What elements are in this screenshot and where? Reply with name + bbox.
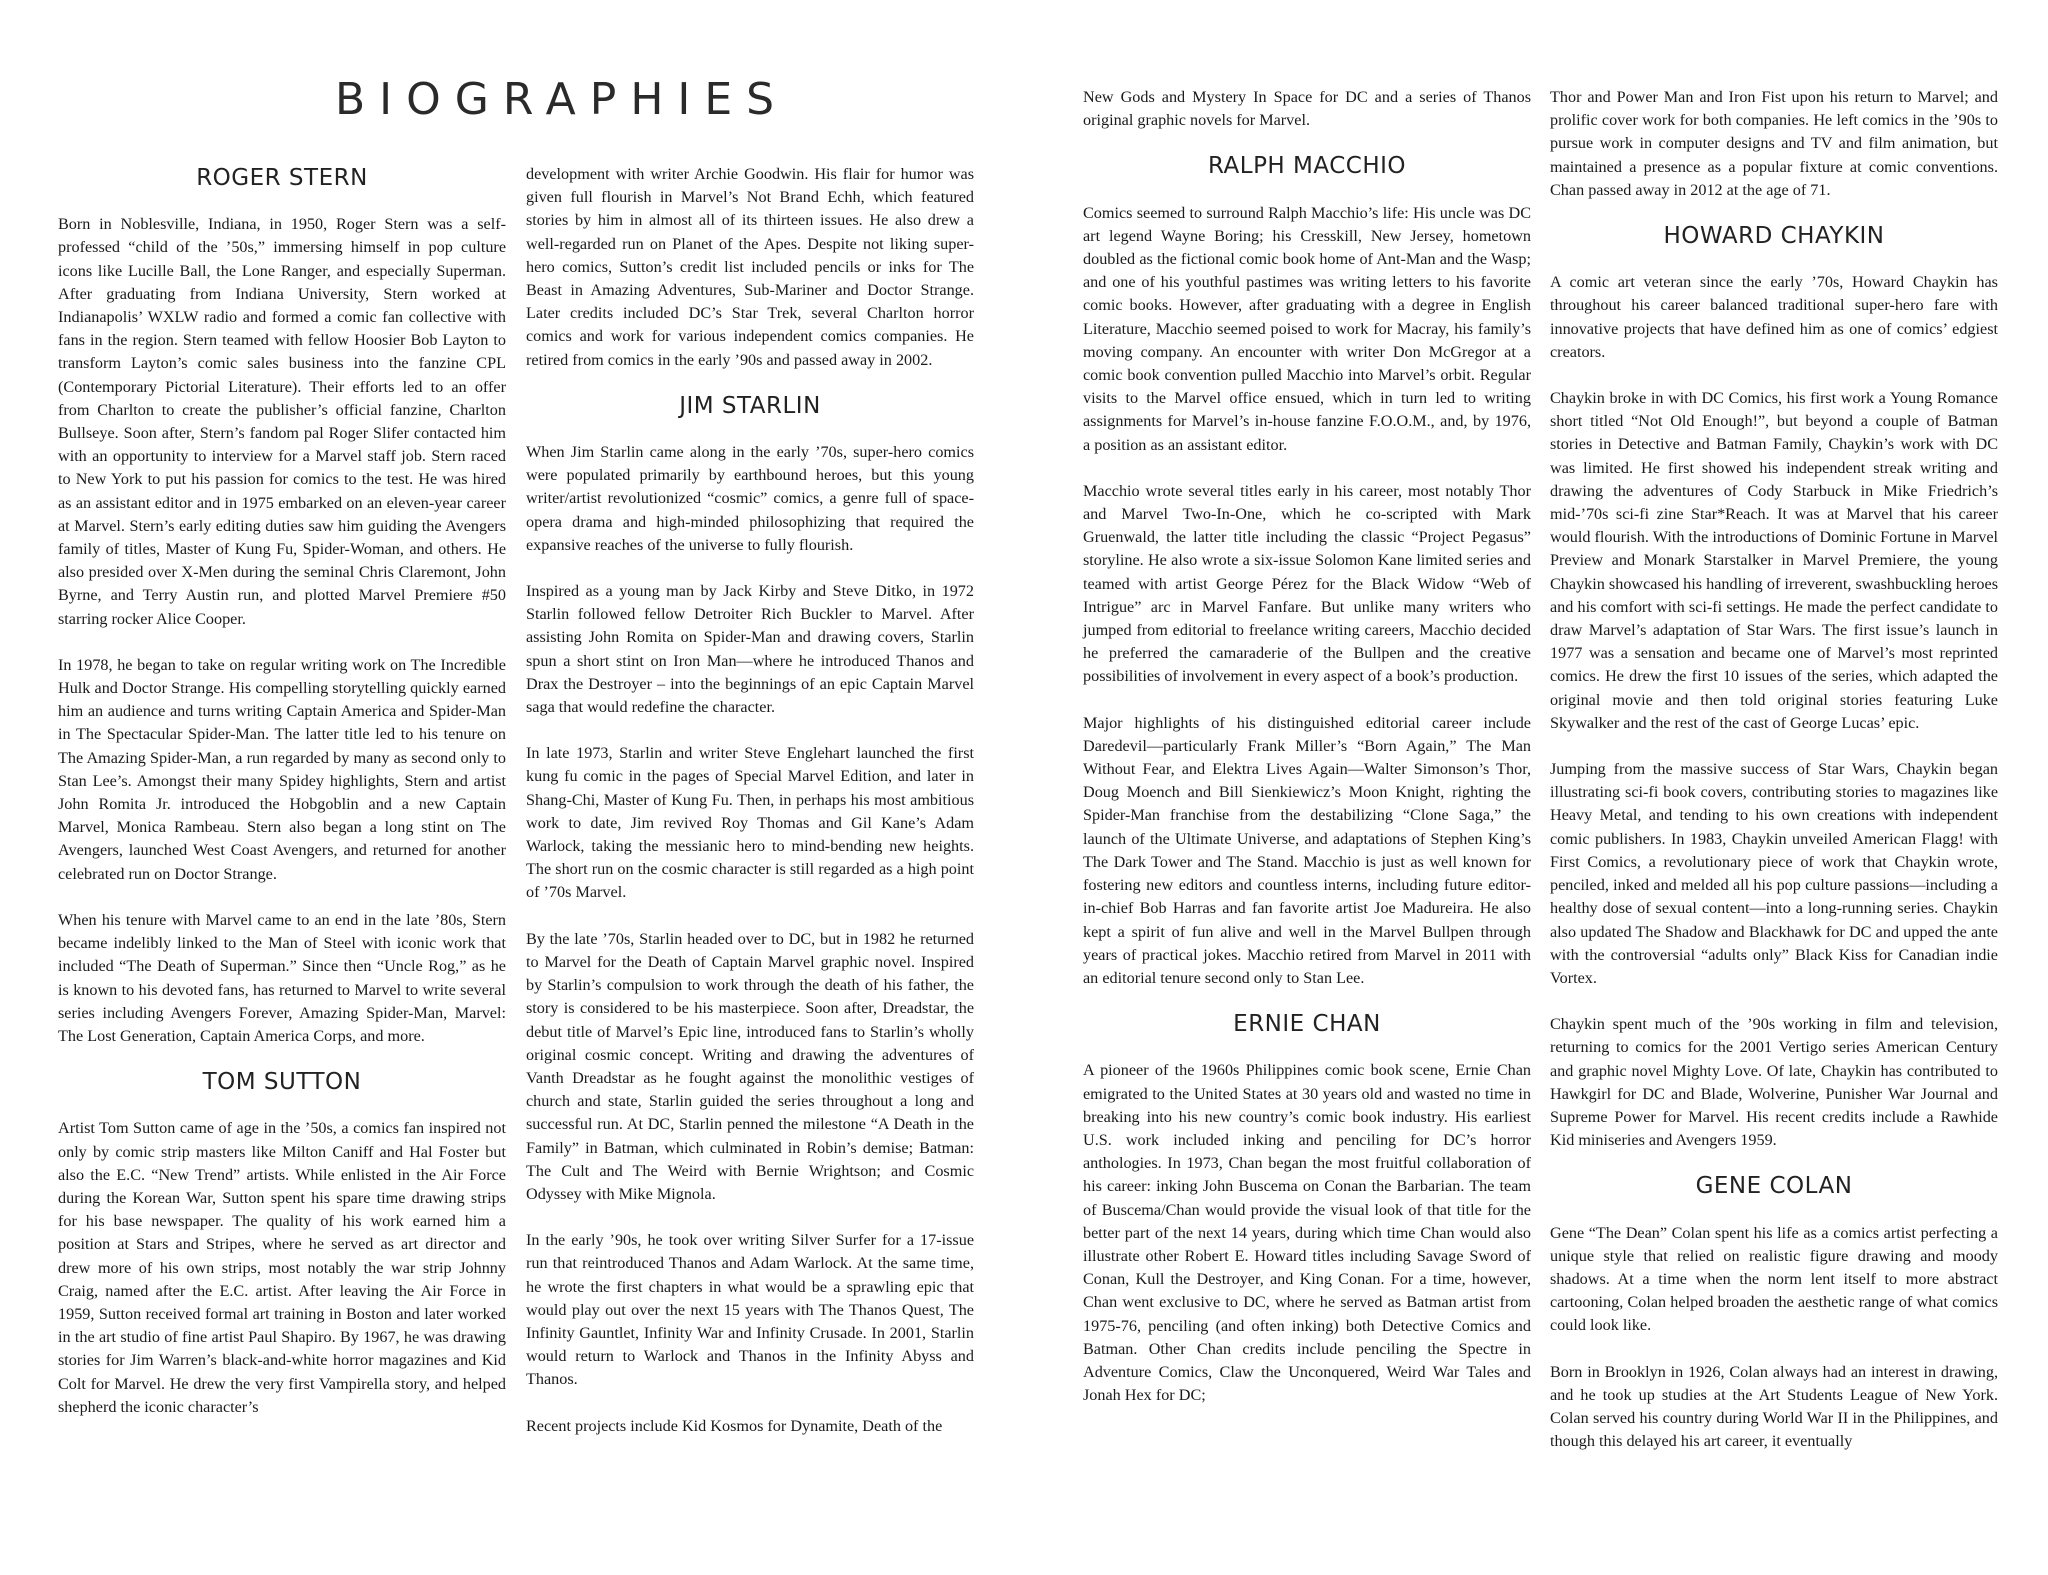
column-1	[58, 163, 506, 1442]
bio-paragraph: Macchio wrote several titles early in his career, most notably Thor and Marvel Two-In-One, which he co-scripted with Mark Gruenwald, the latter title including the classic “Project Pegasus” storyline. He also wrote a six-issue Solomon Kane limited series and teamed with artist George Pérez for the Black Widow “Web of Intrigue” arc in Marvel Fanfare. But unlike many writers who jumped from editorial to freelance writing careers, Macchio decided he preferred the camaraderie of the Bullpen and the creative possibilities of involvement in every aspect of a book’s production.	[1083, 481, 1531, 686]
bio-paragraph: A comic art veteran since the early ’70s, Howard Chaykin has throughout his career balanced traditional super-hero fare with innovative projects that have defined him as one of comics’ edgiest creators.	[1550, 273, 1998, 361]
bio-paragraph: In late 1973, Starlin and writer Steve Englehart launched the first kung fu comic in the pages of Special Marvel Edition, and later in Shang-Chi, Master of Kung Fu. Then, in perhaps his most ambitious work to date, Jim revived Roy Thomas and Gil Kane’s Adam Warlock, taking the messianic hero to mind-bending new heights. The short run on the cosmic character is still regarded as a high point of ’70s Marvel.	[526, 744, 974, 902]
column-3	[1083, 86, 1531, 1430]
bio-paragraph: Gene “The Dean” Colan spent his life as a comics artist perfecting a unique style that relied on realistic figure drawing and moody shadows. At a time when the norm lent itself to more abstract cartooning, Colan helped broaden the aesthetic range of what comics could look like.	[1550, 1223, 1998, 1335]
bio-paragraph: Born in Noblesville, Indiana, in 1950, Roger Stern was a self-professed “child of the ’50s,” immersing himself in pop culture icons like Lucille Ball, the Lone Ranger, and especially Superman. After graduating from Indiana University, Stern worked at Indianapolis’ WXLW radio and formed a comic fan collective with fans in the region. Stern teamed with fellow Hoosier Bob Layton to transform Layton’s comic sales business into the fanzine CPL (Contemporary Pictorial Literature). Their efforts led to an offer from Charlton to create the publisher’s official fanzine, Charlton Bullseye. Soon after, Stern’s fandom pal Roger Slifer contacted him with an opportunity to interview for a Marvel staff job. Stern raced to New York to put his passion for comics to the test. He was hired as an assistant editor and in 1975 embarked on an eleven-year career at Marvel. Stern’s early editing duties saw him guiding the Avengers family of titles, Master of Kung Fu, Spider-Woman, and others. He also presided over X-Men during the seminal Chris Claremont, John Byrne, and Terry Austin run, and plotted Marvel Premiere #50 starring rocker Alice Cooper.	[58, 215, 506, 628]
bio-paragraph: Inspired as a young man by Jack Kirby and Steve Ditko, in 1972 Starlin followed fellow Detroiter Rich Buckler to Marvel. After assisting John Romita on Spider-Man and drawing covers, Starlin spun a short stint on Iron Man—where he introduced Thanos and Drax the Destroyer – into the beginnings of an epic Captain Marvel saga that would redefine the character.	[526, 582, 974, 717]
bio-heading: RALPH MACCHIO	[1207, 153, 1407, 180]
page-title: BIOGRAPHIES	[335, 74, 789, 125]
bio-paragraph: Thor and Power Man and Iron Fist upon his return to Marvel; and prolific cover work for both companies. He left comics in the ’90s to pursue work in computer designs and TV and film animation, but maintained a presence as a popular fixture at comic conventions. Chan passed away in 2012 at the age of 71.	[1550, 88, 1998, 199]
column-2	[526, 163, 974, 1461]
bio-paragraph: When Jim Starlin came along in the early ’70s, super-hero comics were populated primarily by earthbound heroes, but this young writer/artist revolutionized “cosmic” comics, a genre full of space-opera drama and high-minded philosophizing that required the expansive reaches of the universe to fully flourish.	[526, 443, 974, 554]
bio-paragraph: Major highlights of his distinguished editorial career include Daredevil—particularly Frank Miller’s “Born Again,” The Man Without Fear, and Elektra Lives Again—Walter Simonson’s Thor, Doug Moench and Bill Sienkiewicz’s Moon Knight, righting the Spider-Man franchise from the destabilizing “Clone Saga,” the launch of the Ultimate Universe, and adaptations of Stephen King’s The Dark Tower and The Stand. Macchio is just as well known for fostering new editors and countless interns, including future editor-in-chief Bob Harras and fan favorite artist Joe Madureira. He also kept a spirit of fun alive and well in the Marvel Bullpen through years of practical jokes. Macchio retired from Marvel in 2011 with an editorial tenure second only to Stan Lee.	[1083, 713, 1531, 987]
bio-paragraph: Chaykin spent much of the ’90s working in film and television, returning to comics for the 2001 Vertigo series American Century and graphic novel Mighty Love. Of late, Chaykin has contributed to Hawkgirl for DC and Blade, Wolverine, Punisher War Journal and Supreme Power for Marvel. His recent credits include a Rawhide Kid miniseries and Avengers 1959.	[1550, 1015, 1998, 1150]
bio-paragraph: When his tenure with Marvel came to an end in the late ’80s, Stern became indelibly linked to the Man of Steel with iconic work that included “The Death of Superman.” Since then “Uncle Rog,” as he is known to his devoted fans, has returned to Marvel to write several series including Avengers Forever, Amazing Spider-Man, Marvel: The Lost Generation, Captain America Corps, and more.	[58, 910, 506, 1045]
bio-paragraph: In 1978, he began to take on regular writing work on The Incredible Hulk and Doctor Strange. His compelling storytelling quickly earned him an audience and turns writing Captain America and Spider-Man in The Spectacular Spider-Man. The latter title led to his tenure on The Amazing Spider-Man, a run regarded by many as second only to Stan Lee’s. Amongst their many Spidey highlights, Stern and artist John Romita Jr. introduced the Hobgoblin and a new Captain Marvel, Monica Rambeau. Stern also began a long stint on The Avengers, launched West Coast Avengers, and returned for another celebrated run on Doctor Strange.	[58, 655, 506, 883]
bio-paragraph: Artist Tom Sutton came of age in the ’50s, a comics fan inspired not only by comic strip masters like Milton Caniff and Hal Foster but also the E.C. “New Trend” artists. While enlisted in the Air Force during the Korean War, Sutton spent his spare time drawing strips for his base newspaper. The quality of his work earned him a position at Stars and Stripes, where he served as art director and drew more of his own strips, most notably the war strip Johnny Craig, named after the E.C. artist. After leaving the Air Force in 1959, Sutton received formal art training in Boston and later worked in the art studio of fine artist Paul Shapiro. By 1967, he was drawing stories for Jim Warren’s black-and-white horror magazines and Kid Colt for Marvel. He drew the very first Vampirella story, and helped shepherd the iconic character’s	[58, 1119, 506, 1416]
bio-paragraph: Recent projects include Kid Kosmos for Dynamite, Death of the	[526, 1416, 943, 1435]
bio-paragraph: Jumping from the massive success of Star Wars, Chaykin began illustrating sci-fi book covers, contributing stories to magazines like Heavy Metal, and tending to his own creations with independent comic publishers. In 1983, Chaykin unveiled American Flagg! with First Comics, a revolutionary piece of work that Chaykin wrote, penciled, inked and melded all his pop culture passions—including a healthy dose of sexual content—into a long-running series. Chaykin also updated The Shadow and Blackhawk for DC and upped the ante with the controversial “adults only” Black Kiss for Canadian indie Vortex.	[1550, 760, 1998, 987]
bio-paragraph: development with writer Archie Goodwin. His flair for humor was given full flourish in Marvel’s Not Brand Echh, which featured stories by him in almost all of its thirteen issues. He also drew a well-regarded run on Planet of the Apes. Despite not liking super-hero comics, Sutton’s credit list included pencils or inks for The Beast in Amazing Adventures, Sub-Mariner and Doctor Strange. Later credits included DC’s Star Trek, several Charlton horror comics and work for various independent comics companies. He retired from comics in the early ’90s and passed away in 2002.	[526, 165, 974, 369]
bio-heading: ROGER STERN	[196, 165, 368, 191]
bio-paragraph: A pioneer of the 1960s Philippines comic book scene, Ernie Chan emigrated to the United States at 30 years old and wasted no time in breaking into his new country’s comic book industry. His earliest U.S. work included inking and penciling for DC’s horror anthologies. In 1973, Chan began the most fruitful collaboration of his career: inking John Buscema on Conan the Barbarian. The team of Buscema/Chan would provide the visual look of that title for the better part of the next 14 years, during which time Chan would also illustrate other Robert E. Howard titles including Savage Sword of Conan, Kull the Destroyer, and King Conan. For a time, however, Chan went exclusive to DC, where he served as Batman artist from 1975-76, penciling (and often inking) both Detective Comics and Batman. Other Chan credits include penciling the Spectre in Adventure Comics, Claw the Unconquered, Weird War Tales and Jonah Hex for DC;	[1083, 1061, 1531, 1405]
column-4	[1550, 86, 1998, 1476]
bio-paragraph: By the late ’70s, Starlin headed over to DC, but in 1982 he returned to Marvel for the Death of Captain Marvel graphic novel. Inspired by Starlin’s compulsion to work through the death of his father, the story is considered to be his masterpiece. Soon after, Dreadstar, the debut title of Marvel’s Epic line, introduced fans to Starlin’s wholly original cosmic concept. Writing and drawing the adventures of Vanth Dreadstar as he fought against the monolithic vestiges of church and state, Starlin guided the series throughout a long and successful run. At DC, Starlin penned the milestone “A Death in the Family” in Batman, which culminated in Robin’s demise; Batman: The Cult and The Weird with Bernie Wrightson; and Cosmic Odyssey with Mike Mignola.	[526, 929, 974, 1203]
bio-paragraph: In the early ’90s, he took over writing Silver Surfer for a 17-issue run that reintroduced Thanos and Adam Warlock. At the same time, he wrote the first chapters in what would be a sprawling epic that would play out over the next 15 years with The Thanos Quest, The Infinity Gauntlet, Infinity War and Infinity Crusade. In 2001, Starlin would return to Warlock and Thanos in the Infinity Abyss and Thanos.	[526, 1231, 974, 1389]
bio-heading: ERNIE CHAN	[1233, 1011, 1381, 1038]
bio-paragraph: Chaykin broke in with DC Comics, his first work a Young Romance short titled “Not Old Enough!”, but beyond a couple of Batman stories in Detective and Batman Family, Chaykin’s work with DC was limited. He first showed his independent streak writing and drawing the adventures of Cody Starbuck in Mike Friedrich’s mid-’70s sci-fi zine Star*Reach. It was at Marvel that his career would flourish. With the introductions of Dominic Fortune in Marvel Preview and Monark Starstalker in Marvel Premiere, the young Chaykin showcased his handling of irreverent, swashbuckling heroes and his comfort with sci-fi settings. He made the perfect candidate to draw Marvel’s adaptation of Star Wars. The first issue’s launch in 1977 was a sensation and became one of Marvel’s most reprinted comics. He drew the first 10 issues of the series, which adapted the original movie and then told original stories featuring Luke Skywalker and the rest of the cast of George Lucas’ epic.	[1550, 389, 1998, 732]
bio-heading: TOM SUTTON	[202, 1069, 362, 1096]
bio-heading: JIM STARLIN	[679, 392, 821, 419]
bio-paragraph: Comics seemed to surround Ralph Macchio’s life: His uncle was DC art legend Wayne Boring; his Cresskill, New Jersey, hometown doubled as the fictional comic book home of Ant-Man and the Wasp; and one of his youthful pastimes was writing letters to his favorite comic books. However, after graduating with a degree in English Literature, Macchio seemed poised to work for Macray, his family’s moving company. An encounter with writer Don McGregor at a comic book convention pulled Macchio into Marvel’s orbit. Regular visits to the Marvel office ensued, which in turn led to writing assignments for Marvel’s in-house fanzine F.O.O.M., and, by 1976, a position as an assistant editor.	[1083, 203, 1531, 454]
bio-heading: HOWARD CHAYKIN	[1663, 223, 1885, 250]
bio-paragraph: Born in Brooklyn in 1926, Colan always had an interest in drawing, and he took up studies at the Art Students League of New York. Colan served his country during World War II in the Philippines, and though this delayed his art career, it eventually	[1550, 1362, 1998, 1451]
bio-heading: GENE COLAN	[1695, 1173, 1853, 1200]
bio-paragraph: New Gods and Mystery In Space for DC and a series of Thanos original graphic novels for Marvel.	[1083, 88, 1531, 130]
